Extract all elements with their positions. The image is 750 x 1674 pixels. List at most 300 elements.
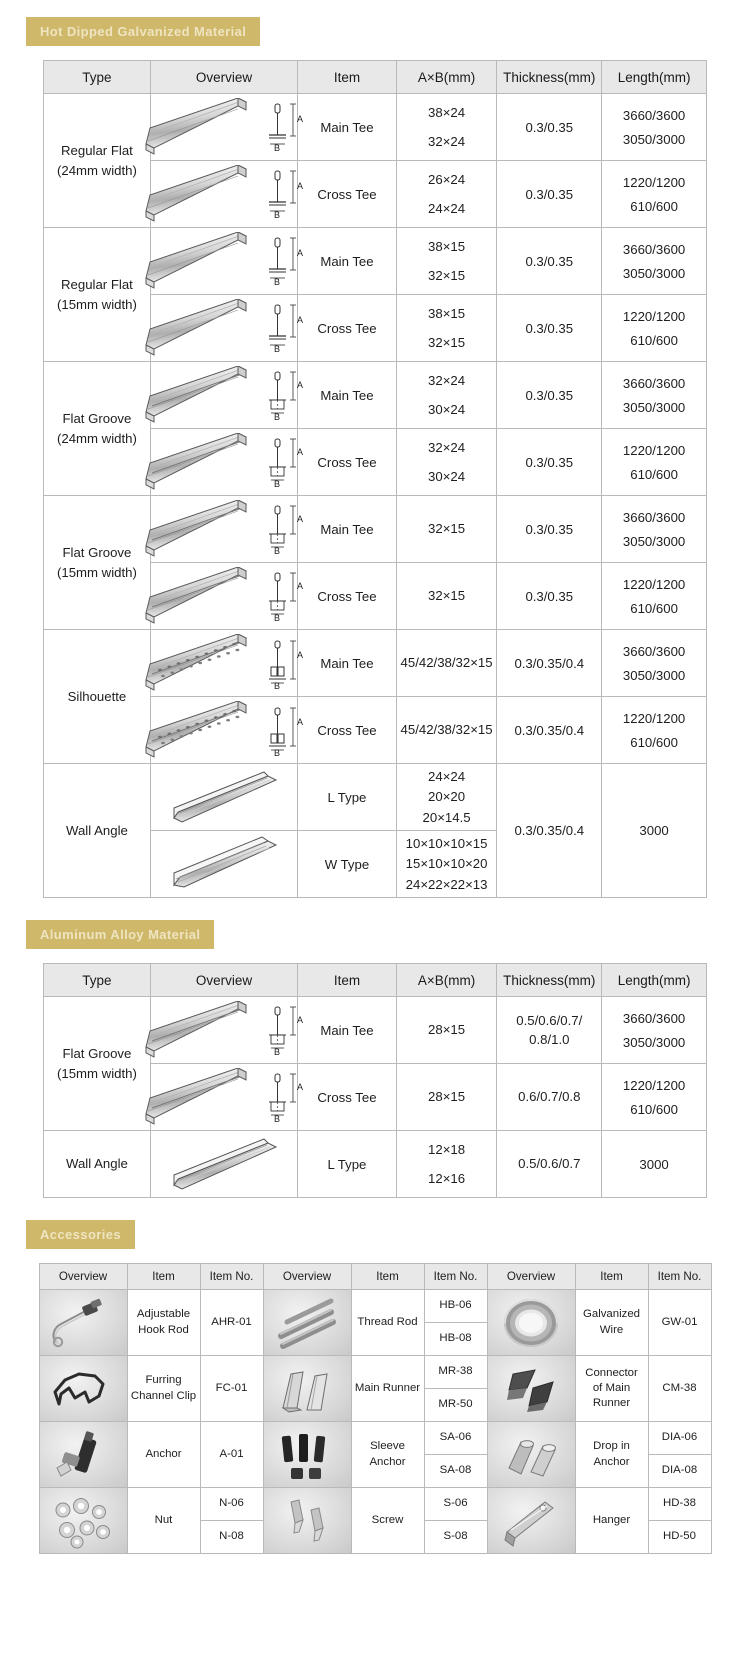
accessories-header-row bbox=[39, 1264, 711, 1290]
length-value-line: 3660/3600 bbox=[622, 375, 686, 391]
svg-text:B: B bbox=[274, 1114, 281, 1124]
dimension-value-line: 32×15 bbox=[428, 588, 466, 604]
item-cell: Main Tee bbox=[298, 94, 397, 161]
svg-text:B: B bbox=[274, 143, 281, 153]
thickness-value-line: 0.6/0.7/0.8 bbox=[518, 1089, 581, 1105]
aluminum-table-body bbox=[44, 997, 707, 1198]
svg-text:A: A bbox=[297, 248, 304, 258]
accessories-table-body bbox=[39, 1290, 711, 1554]
svg-text:B: B bbox=[274, 479, 281, 489]
acc-col-header-overview-0: Overview bbox=[39, 1264, 127, 1290]
cross-section-diagram-icon bbox=[262, 635, 310, 691]
spec-row bbox=[44, 94, 707, 161]
length-value bbox=[602, 175, 706, 214]
length-value bbox=[602, 376, 706, 415]
overview-cell bbox=[150, 161, 304, 228]
accessory-item-number-cell: N-08 bbox=[200, 1521, 263, 1554]
svg-text:A: A bbox=[297, 315, 304, 325]
cross-section-diagram-icon bbox=[262, 501, 310, 557]
dimension-value-line: 20×14.5 bbox=[422, 809, 471, 825]
length-value bbox=[602, 309, 706, 348]
svg-text:A: A bbox=[297, 650, 304, 660]
dimension-value-line: 15×10×10×20 bbox=[405, 856, 488, 872]
dimension-value bbox=[397, 304, 497, 351]
dimension-cell bbox=[396, 161, 497, 228]
aluminum-table-head bbox=[44, 964, 707, 997]
accessory-item-number-cell: N-06 bbox=[200, 1488, 263, 1521]
accessory-item-cell bbox=[351, 1422, 424, 1488]
thickness-value-line: 0.5/0.6/0.7/ bbox=[516, 1012, 583, 1028]
cross-section-diagram-icon bbox=[262, 568, 310, 624]
overview-cell bbox=[150, 1064, 304, 1131]
dimension-value-line: 30×24 bbox=[428, 401, 466, 417]
table-header-row bbox=[44, 61, 707, 94]
tee-groove-bar-icon bbox=[138, 500, 258, 558]
length-value bbox=[602, 108, 706, 147]
dimension-value bbox=[397, 1020, 497, 1039]
thickness-value-line: 0.5/0.6/0.7 bbox=[518, 1156, 581, 1172]
dimension-value bbox=[397, 767, 497, 826]
type-cell bbox=[44, 997, 151, 1131]
col-header-thickness: Thickness(mm) bbox=[497, 964, 602, 997]
galvanized-table-body bbox=[44, 94, 707, 898]
col-header-type: Type bbox=[44, 964, 151, 997]
dimension-value-line: 24×24 bbox=[428, 200, 466, 216]
type-label-line1: Wall Angle bbox=[66, 1156, 128, 1172]
accessory-item-label-line: Screw bbox=[371, 1513, 404, 1526]
dimension-value bbox=[397, 834, 497, 893]
accessory-item-label-line: Adjustable bbox=[136, 1308, 191, 1321]
type-cell bbox=[44, 1131, 151, 1198]
aluminum-banner-wrap bbox=[0, 898, 750, 963]
accessory-item-label-line: Thread Rod bbox=[357, 1315, 418, 1328]
product-overview-graphic bbox=[151, 96, 304, 158]
thickness-value bbox=[497, 1087, 601, 1106]
thickness-value bbox=[497, 1011, 601, 1049]
accessory-item-cell bbox=[127, 1290, 200, 1356]
product-overview-graphic bbox=[151, 1133, 297, 1195]
length-cell bbox=[602, 362, 707, 429]
section-banner-aluminum: Aluminum Alloy Material bbox=[26, 920, 214, 949]
accessory-photo-cell bbox=[263, 1356, 351, 1422]
accessory-photo-cell bbox=[487, 1422, 575, 1488]
thickness-value bbox=[497, 1154, 601, 1173]
cross-section-diagram-icon bbox=[262, 1069, 310, 1125]
accessory-item-cell bbox=[351, 1290, 424, 1356]
section-banner-galvanized: Hot Dipped Galvanized Material bbox=[26, 17, 260, 46]
dimension-value bbox=[397, 653, 497, 672]
type-label-line1: Wall Angle bbox=[66, 822, 128, 838]
dimension-value bbox=[397, 720, 497, 739]
spec-row bbox=[44, 563, 707, 630]
length-value-line: 610/600 bbox=[630, 1101, 678, 1117]
dimension-value-line: 10×10×10×15 bbox=[405, 836, 488, 852]
thickness-cell: 0.3/0.35/0.4 bbox=[497, 764, 602, 898]
length-value bbox=[602, 577, 706, 616]
spec-row bbox=[44, 228, 707, 295]
accessory-item-number-cell: MR-50 bbox=[424, 1389, 487, 1422]
accessory-item-number-cell: S-06 bbox=[424, 1488, 487, 1521]
col-header-item: Item bbox=[298, 964, 397, 997]
length-value-line: 3000 bbox=[639, 1156, 669, 1172]
accessory-item-cell bbox=[575, 1356, 648, 1422]
accessory-item-cell bbox=[127, 1488, 200, 1554]
length-value-line: 1220/1200 bbox=[622, 710, 686, 726]
item-cell: Cross Tee bbox=[298, 429, 397, 496]
length-value-line: 1220/1200 bbox=[622, 1077, 686, 1093]
accessory-item-number-cell: AHR-01 bbox=[200, 1290, 263, 1356]
length-value bbox=[602, 242, 706, 281]
length-cell bbox=[602, 429, 707, 496]
overview-cell bbox=[150, 94, 304, 161]
col-header-item: Item bbox=[298, 61, 397, 94]
type-cell bbox=[44, 496, 151, 630]
accessory-item-number-cell: MR-38 bbox=[424, 1356, 487, 1389]
cross-section-diagram-icon bbox=[262, 702, 310, 758]
spec-row bbox=[44, 997, 707, 1064]
dimension-cell bbox=[396, 697, 497, 764]
spec-row bbox=[44, 697, 707, 764]
type-label-line2: (15mm width) bbox=[56, 296, 137, 312]
col-header-overview: Overview bbox=[150, 964, 297, 997]
dimension-value bbox=[397, 103, 497, 150]
dimension-value-line: 32×15 bbox=[428, 521, 466, 537]
bottom-spacer bbox=[0, 1554, 750, 1674]
dimension-cell bbox=[396, 1131, 497, 1198]
thickness-cell: 0.3/0.35 bbox=[497, 563, 602, 630]
col-header-overview: Overview bbox=[150, 61, 297, 94]
length-value bbox=[602, 1011, 706, 1050]
accessory-item-number-cell: FC-01 bbox=[200, 1356, 263, 1422]
accessory-item-number-cell: DIA-08 bbox=[648, 1455, 711, 1488]
tee-silhouette-bar-icon bbox=[138, 701, 258, 759]
screw-icon bbox=[264, 1488, 351, 1553]
nut-icon bbox=[40, 1488, 127, 1553]
sleeve-anchor-icon bbox=[264, 1422, 351, 1487]
thickness-value-line: 0.8/1.0 bbox=[529, 1032, 570, 1047]
accessory-item-label-line: Nut bbox=[154, 1513, 173, 1526]
accessory-item-label-line: Anchor bbox=[593, 1455, 630, 1468]
tee-flat-bar-icon bbox=[138, 299, 258, 357]
product-overview-graphic bbox=[151, 230, 304, 292]
type-label-line2: (15mm width) bbox=[56, 564, 137, 580]
main-runner-icon bbox=[264, 1356, 351, 1421]
type-label-line2: (24mm width) bbox=[56, 430, 137, 446]
dimension-value-line: 32×15 bbox=[428, 267, 466, 283]
item-cell: Main Tee bbox=[298, 630, 397, 697]
svg-text:A: A bbox=[297, 1082, 304, 1092]
length-cell bbox=[602, 228, 707, 295]
accessory-photo-cell bbox=[487, 1290, 575, 1356]
overview-cell bbox=[150, 362, 304, 429]
accessory-item-label-line: Hanger bbox=[592, 1513, 631, 1526]
length-value-line: 3660/3600 bbox=[622, 241, 686, 257]
spec-row bbox=[44, 496, 707, 563]
thickness-cell: 0.3/0.35/0.4 bbox=[497, 630, 602, 697]
overview-cell bbox=[150, 1131, 297, 1198]
item-cell: Main Tee bbox=[298, 997, 397, 1064]
accessory-item-number-cell: HB-06 bbox=[424, 1290, 487, 1323]
accessory-item-label-line: Anchor bbox=[145, 1447, 182, 1460]
product-overview-graphic bbox=[151, 565, 304, 627]
dimension-value-line: 38×24 bbox=[428, 105, 466, 121]
product-overview-graphic bbox=[151, 297, 304, 359]
tee-flat-bar-icon bbox=[138, 98, 258, 156]
dimension-cell bbox=[396, 1064, 497, 1131]
product-overview-graphic bbox=[151, 766, 297, 828]
type-label-line1: Flat Groove bbox=[62, 1045, 132, 1061]
dimension-value-line: 32×15 bbox=[428, 334, 466, 350]
tee-groove-bar-icon bbox=[138, 1001, 258, 1059]
accessory-item-label-line: Drop in bbox=[593, 1440, 630, 1453]
cross-section-diagram-icon bbox=[262, 166, 310, 222]
aluminum-spec-table bbox=[43, 963, 707, 1198]
accessory-item-label-line: Anchor bbox=[369, 1455, 406, 1468]
overview-cell bbox=[150, 496, 304, 563]
dimension-value-line: 32×24 bbox=[428, 373, 466, 389]
type-label-line1: Regular Flat bbox=[61, 142, 133, 158]
dimension-value-line: 24×22×22×13 bbox=[405, 876, 488, 892]
spec-row bbox=[44, 1131, 707, 1198]
galv-wire-icon bbox=[488, 1290, 575, 1355]
accessory-item-label-line: Sleeve bbox=[370, 1440, 405, 1453]
accessory-photo-cell bbox=[263, 1488, 351, 1554]
accessories-table-head bbox=[39, 1264, 711, 1290]
spec-row bbox=[44, 429, 707, 496]
length-value bbox=[602, 644, 706, 683]
length-value-line: 610/600 bbox=[630, 734, 678, 750]
length-value-line: 1220/1200 bbox=[622, 442, 686, 458]
length-cell bbox=[602, 630, 707, 697]
accessory-row bbox=[39, 1488, 711, 1521]
length-value bbox=[602, 1078, 706, 1117]
dimension-value bbox=[397, 1087, 497, 1106]
product-overview-graphic bbox=[151, 699, 304, 761]
galvanized-banner-wrap bbox=[0, 0, 750, 60]
thickness-cell: 0.3/0.35 bbox=[497, 228, 602, 295]
dimension-value-line: 45/42/38/32×15 bbox=[400, 722, 493, 738]
dimension-value-line: 38×15 bbox=[428, 239, 466, 255]
length-value-line: 3050/3000 bbox=[622, 131, 686, 147]
acc-col-header-itemno-2: Item No. bbox=[200, 1264, 263, 1290]
type-label-line2: (24mm width) bbox=[56, 162, 137, 178]
product-overview-graphic bbox=[151, 163, 304, 225]
item-cell: L Type bbox=[298, 1131, 397, 1198]
angle-l-bar-icon bbox=[164, 1135, 284, 1193]
col-header-type: Type bbox=[44, 61, 151, 94]
accessory-item-number-cell: GW-01 bbox=[648, 1290, 711, 1356]
dimension-value bbox=[397, 586, 497, 605]
acc-col-header-overview-3: Overview bbox=[263, 1264, 351, 1290]
dimension-value-line: 12×18 bbox=[428, 1142, 466, 1158]
tee-groove-bar-icon bbox=[138, 366, 258, 424]
type-label-line1: Regular Flat bbox=[61, 276, 133, 292]
accessory-photo-cell bbox=[263, 1290, 351, 1356]
svg-text:A: A bbox=[297, 717, 304, 727]
accessory-item-number-cell: HD-50 bbox=[648, 1521, 711, 1554]
drop-in-anchor-icon bbox=[488, 1422, 575, 1487]
spec-row bbox=[44, 630, 707, 697]
length-value-line: 3050/3000 bbox=[622, 265, 686, 281]
length-value-line: 3050/3000 bbox=[622, 533, 686, 549]
galvanized-table-head bbox=[44, 61, 707, 94]
accessories-banner-wrap bbox=[0, 1198, 750, 1263]
accessory-item-label-line: Furring bbox=[145, 1374, 182, 1387]
length-cell: 3000 bbox=[602, 764, 707, 898]
accessory-item-label-line: Galvanized bbox=[583, 1308, 640, 1321]
svg-text:B: B bbox=[274, 277, 281, 287]
accessory-item-label-line: Hook Rod bbox=[138, 1323, 189, 1336]
accessory-photo-cell bbox=[263, 1422, 351, 1488]
col-header-length: Length(mm) bbox=[602, 61, 707, 94]
svg-text:B: B bbox=[274, 546, 281, 556]
accessory-row bbox=[39, 1290, 711, 1323]
thickness-cell: 0.3/0.35 bbox=[497, 429, 602, 496]
dimension-cell bbox=[396, 496, 497, 563]
cross-section-diagram-icon bbox=[262, 434, 310, 490]
svg-text:A: A bbox=[297, 181, 304, 191]
length-value-line: 610/600 bbox=[630, 466, 678, 482]
overview-cell bbox=[150, 228, 304, 295]
table-header-row bbox=[44, 964, 707, 997]
length-value-line: 3660/3600 bbox=[622, 509, 686, 525]
accessory-item-cell bbox=[575, 1488, 648, 1554]
svg-text:A: A bbox=[297, 114, 304, 124]
item-cell: Main Tee bbox=[298, 496, 397, 563]
tee-flat-bar-icon bbox=[138, 165, 258, 223]
section-banner-accessories: Accessories bbox=[26, 1220, 135, 1249]
furring-clip-icon bbox=[40, 1356, 127, 1421]
accessory-row bbox=[39, 1422, 711, 1455]
dimension-value-line: 38×15 bbox=[428, 306, 466, 322]
cross-section-diagram-icon bbox=[262, 99, 310, 155]
item-cell: Cross Tee bbox=[298, 563, 397, 630]
length-value-line: 3050/3000 bbox=[622, 399, 686, 415]
item-cell: L Type bbox=[298, 764, 397, 831]
dimension-value bbox=[397, 371, 497, 418]
length-value-line: 610/600 bbox=[630, 198, 678, 214]
svg-text:B: B bbox=[274, 412, 281, 422]
product-overview-graphic bbox=[151, 431, 304, 493]
col-header-ab: A×B(mm) bbox=[396, 61, 497, 94]
overview-cell bbox=[150, 630, 304, 697]
accessory-item-cell bbox=[127, 1356, 200, 1422]
dimension-value-line: 32×24 bbox=[428, 440, 466, 456]
acc-col-header-item-7: Item bbox=[575, 1264, 648, 1290]
type-cell bbox=[44, 630, 151, 764]
type-cell bbox=[44, 228, 151, 362]
thickness-cell: 0.3/0.35 bbox=[497, 94, 602, 161]
dimension-cell bbox=[396, 228, 497, 295]
dimension-value-line: 12×16 bbox=[428, 1170, 466, 1186]
overview-cell bbox=[150, 764, 297, 831]
cross-section-diagram-icon bbox=[262, 1002, 310, 1058]
runner-connector-icon bbox=[488, 1356, 575, 1421]
accessory-photo-cell bbox=[39, 1290, 127, 1356]
dimension-value-line: 32×24 bbox=[428, 133, 466, 149]
type-cell bbox=[44, 94, 151, 228]
type-label-line1: Flat Groove bbox=[62, 544, 132, 560]
length-cell bbox=[602, 1064, 707, 1131]
product-overview-graphic bbox=[151, 632, 304, 694]
length-value-line: 3050/3000 bbox=[622, 1034, 686, 1050]
acc-col-header-item-4: Item bbox=[351, 1264, 424, 1290]
accessory-item-label-line: Main Runner bbox=[354, 1381, 421, 1394]
thickness-cell bbox=[497, 997, 602, 1064]
item-cell: Cross Tee bbox=[298, 1064, 397, 1131]
length-cell bbox=[602, 1131, 707, 1198]
length-value bbox=[602, 510, 706, 549]
spec-row bbox=[44, 1064, 707, 1131]
overview-cell bbox=[150, 429, 304, 496]
acc-col-header-item-1: Item bbox=[127, 1264, 200, 1290]
dimension-cell bbox=[396, 630, 497, 697]
col-header-thickness: Thickness(mm) bbox=[497, 61, 602, 94]
hook-rod-icon bbox=[40, 1290, 127, 1355]
length-cell bbox=[602, 94, 707, 161]
tee-groove-bar-icon bbox=[138, 567, 258, 625]
length-value-line: 1220/1200 bbox=[622, 174, 686, 190]
svg-text:B: B bbox=[274, 210, 281, 220]
overview-cell bbox=[150, 563, 304, 630]
dimension-value bbox=[397, 1140, 497, 1187]
accessory-item-label-line: Channel Clip bbox=[130, 1389, 197, 1402]
type-label-line2: (15mm width) bbox=[56, 1065, 137, 1081]
col-header-ab: A×B(mm) bbox=[396, 964, 497, 997]
accessory-photo-cell bbox=[487, 1356, 575, 1422]
svg-text:A: A bbox=[297, 514, 304, 524]
accessory-row bbox=[39, 1356, 711, 1389]
dimension-cell bbox=[396, 94, 497, 161]
accessory-item-number-cell: S-08 bbox=[424, 1521, 487, 1554]
acc-col-header-overview-6: Overview bbox=[487, 1264, 575, 1290]
svg-text:A: A bbox=[297, 1015, 304, 1025]
accessory-item-cell bbox=[127, 1422, 200, 1488]
accessory-photo-cell bbox=[487, 1488, 575, 1554]
accessory-item-number-cell: HD-38 bbox=[648, 1488, 711, 1521]
dimension-value-line: 28×15 bbox=[428, 1089, 466, 1105]
accessory-item-number-cell: DIA-06 bbox=[648, 1422, 711, 1455]
cross-section-diagram-icon bbox=[262, 300, 310, 356]
acc-col-header-itemno-8: Item No. bbox=[648, 1264, 711, 1290]
accessory-item-label-line: Wire bbox=[599, 1323, 624, 1336]
anchor-icon bbox=[40, 1422, 127, 1487]
item-cell: Main Tee bbox=[298, 228, 397, 295]
length-cell bbox=[602, 997, 707, 1064]
length-cell bbox=[602, 563, 707, 630]
overview-cell bbox=[150, 697, 304, 764]
svg-text:A: A bbox=[297, 447, 304, 457]
col-header-length: Length(mm) bbox=[602, 964, 707, 997]
product-overview-graphic bbox=[151, 498, 304, 560]
dimension-cell bbox=[396, 563, 497, 630]
thickness-cell bbox=[497, 1064, 602, 1131]
spec-row bbox=[44, 362, 707, 429]
thickness-cell: 0.3/0.35 bbox=[497, 295, 602, 362]
cross-section-diagram-icon bbox=[262, 233, 310, 289]
thickness-cell bbox=[497, 1131, 602, 1198]
length-value bbox=[602, 711, 706, 750]
overview-cell bbox=[150, 997, 304, 1064]
galvanized-spec-table bbox=[43, 60, 707, 898]
length-value-line: 610/600 bbox=[630, 600, 678, 616]
svg-text:A: A bbox=[297, 380, 304, 390]
item-cell: W Type bbox=[298, 831, 397, 898]
tee-silhouette-bar-icon bbox=[138, 634, 258, 692]
overview-cell bbox=[150, 831, 297, 898]
type-label-line1: Silhouette bbox=[67, 688, 127, 704]
accessory-item-number-cell: A-01 bbox=[200, 1422, 263, 1488]
